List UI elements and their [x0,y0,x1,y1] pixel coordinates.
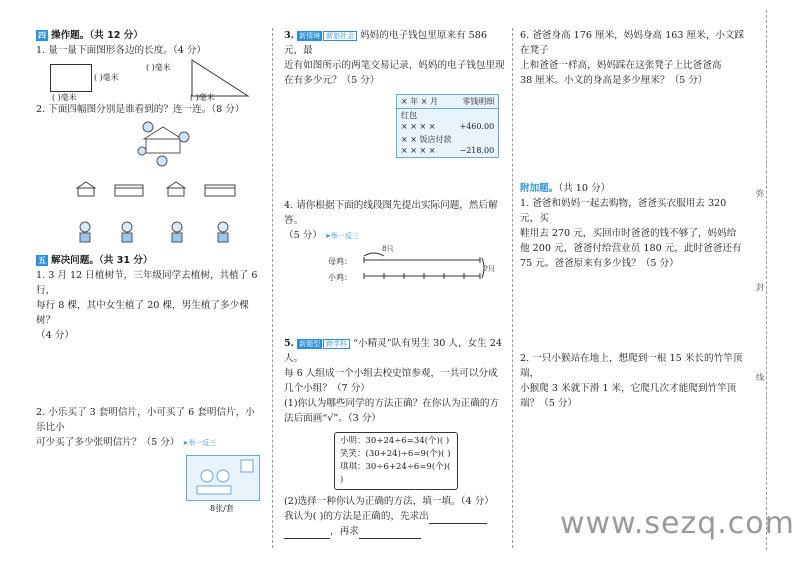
section-4-title: 操作题。（共 12 分） [51,30,143,41]
rectangle-figure [50,64,92,92]
side-mark-1: 弥 [756,189,764,198]
wallet-ledger [396,94,499,158]
problem-5-line-3: 几个小组？（7 分） [284,383,370,394]
section-4-number: 四 [38,31,46,40]
ledger-row: 红包 × × × × +460.00 [401,111,495,131]
addon-score: （共 10 分） [558,183,611,194]
problem-3-line-1: 3. 新情境 新旅社会 妈妈的电子钱包里原来有 586 元，最 [284,30,487,56]
column-right [520,28,748,411]
topic-tag: 跨学科 [323,339,350,349]
problem-2-line-2: 可少买了多少张明信片？（5 分） ➤举一反三 [36,437,217,448]
tri-bottom-blank: ( )毫米 [190,93,215,102]
question-2: 2. 下面四幅图分别是谁看到的？连一连。（8 分） [36,104,245,115]
binding-line [766,10,767,550]
postcard-set [186,455,260,501]
extra-practice-label: ➤举一反三 [182,439,217,447]
child-1-icon [76,221,94,243]
problem-5-sub1-line-2: 法后面画“√”。（3 分） [284,413,382,424]
problem-1-line-3: （4 分） [36,330,74,341]
ledger-row: × × 饭店付款 × × × × −218.00 [401,135,495,155]
addon-title: 附加题。 [520,183,559,194]
segment-chick-label: 小鸡： [328,273,352,282]
problem-1-line-1: 1. 3 月 12 日植树节，三年级同学去植树，共植了 6 行， [36,270,258,296]
addon-2-line-2: 小猴爬 3 米就下滑 1 米，它爬几次才能爬到竹竿顶 [520,383,737,394]
new-type-tag: 新题型 [299,340,321,348]
answer-blank[interactable] [359,528,421,539]
addon-heading [520,181,748,196]
section-5-title: 解决问题。（共 31 分） [51,255,153,266]
problem-2-line-1: 2. 小乐买了 3 套明信片，小可买了 6 套明信片，小乐比小 [36,407,255,433]
answer-blank[interactable] [429,513,487,524]
problem-4-line-2: （5 分） ➤举一反三 [284,230,359,241]
addon-1-line-2: 鞋用去 270 元，买回市时爸爸的钱不够了，妈妈给 [520,228,737,239]
addon-1-line-3: 他 200 元，爸爸付给营业员 180 元，此时爸爸还有 [520,243,742,254]
problem-6-line-3: 38 厘米。小文的身高是多少厘米？（5 分） [520,75,708,86]
segment-8-label: 8只 [382,245,394,253]
view-3-icon [166,181,186,197]
problem-5-line-2: 每 6 人组成一个小组去校史馆参观，一共可以分成 [284,368,498,379]
addon-1-line-1: 1. 爸爸和妈妈一起去购物，爸爸买衣服用去 320 元，买 [520,198,727,224]
problem-5-line-1: 5. 新题型 跨学科 “小精灵”队有男生 30 人，女生 24 人。 [284,338,502,364]
problem-3-line-3: 在有多少元？（5 分） [284,75,380,86]
choice-xiaoming[interactable]: 小明：30+24÷6=34(个)( ) [340,436,450,446]
ledger-header: × 年 × 月 零钱明细 [397,95,499,109]
problem-6-line-2: 上和爸爸一样高，妈妈踩在这张凳子上比爸爸高 [520,60,722,71]
problem-4-line-1: 4. 请你根据下面的线段图先提出实际问题，然后解答。 [284,200,498,226]
postcard-illustration [36,451,264,515]
postcard-figures [187,456,259,500]
rect-side-blank: ( )毫米 [94,73,119,82]
choice-xiaoxiao[interactable]: 笑笑：(30+24)÷6=9(个)( ) [340,449,451,459]
segment-diagram [284,244,506,290]
view-1-icon [76,181,96,197]
view-matching-illustration [36,117,264,253]
side-mark-3: 线 [756,373,764,382]
new-context-tag: 新情境 [299,32,321,40]
side-mark-2: 封 [756,283,764,292]
view-4-icon [204,183,236,197]
method-choices [334,432,458,490]
column-divider-1 [272,28,273,548]
answer-blank[interactable] [284,528,330,539]
postcard-count-label: 8张/套 [210,504,234,513]
addon-2-line-3: 端？（5 分） [520,398,578,409]
problem-5-fill-1: 我认为( )的方法是正确的，先求出 [284,509,506,524]
topic-tag: 新旅社会 [323,31,357,41]
section-5-heading [36,253,264,268]
extra-practice-label: ➤举一反三 [325,232,359,240]
child-2-icon [118,221,136,243]
choice-qiqi[interactable]: 琪琪：30÷6+24÷6=9(个)( ) [340,462,451,485]
addon-2-line-1: 2. 一只小猴站在地上，想爬到一根 15 米长的竹竿顶端， [520,353,743,379]
section-4-heading [36,28,264,43]
segment-question-label: ?只 [484,265,495,273]
question-1: 1. 量一量下面图形各边的长度。（4 分） [36,45,207,56]
problem-1-line-2: 每行 8 棵，其中女生植了 20 棵，男生植了多少棵树？ [36,300,249,326]
child-3-icon [168,221,186,243]
problem-3-line-2: 近有如图所示的两笔交易记录，妈妈的电子钱包里现 [284,60,505,71]
column-left [36,28,264,515]
addon-1-line-4: 75 元。爸爸原来有多少钱？（5 分） [520,258,679,269]
problem-5-sub1-line-1: (1)你认为哪些同学的方法正确？在你认为正确的方 [284,398,500,409]
column-middle [284,28,506,539]
watermark: www.sezq.com [560,506,795,541]
rect-bottom-blank: ( )毫米 [52,93,77,102]
view-2-icon [114,183,144,197]
problem-6-line-1: 6. 爸爸身高 176 厘米，妈妈身高 163 厘米，小文踩在凳子 [520,30,745,56]
column-divider-2 [512,28,513,548]
tri-left-blank: ( )毫米 [146,63,171,72]
measure-figures [36,58,264,102]
section-5-number: 五 [38,256,46,265]
segment-hen-label: 母鸡： [328,257,352,266]
segment-lines [362,248,486,284]
center-scene [134,117,194,171]
problem-5-fill-2: ，再求 [284,524,506,539]
child-4-icon [214,221,232,243]
problem-5-sub2: (2)选择一种你认为正确的方法，填一填。（4 分） [284,496,494,507]
